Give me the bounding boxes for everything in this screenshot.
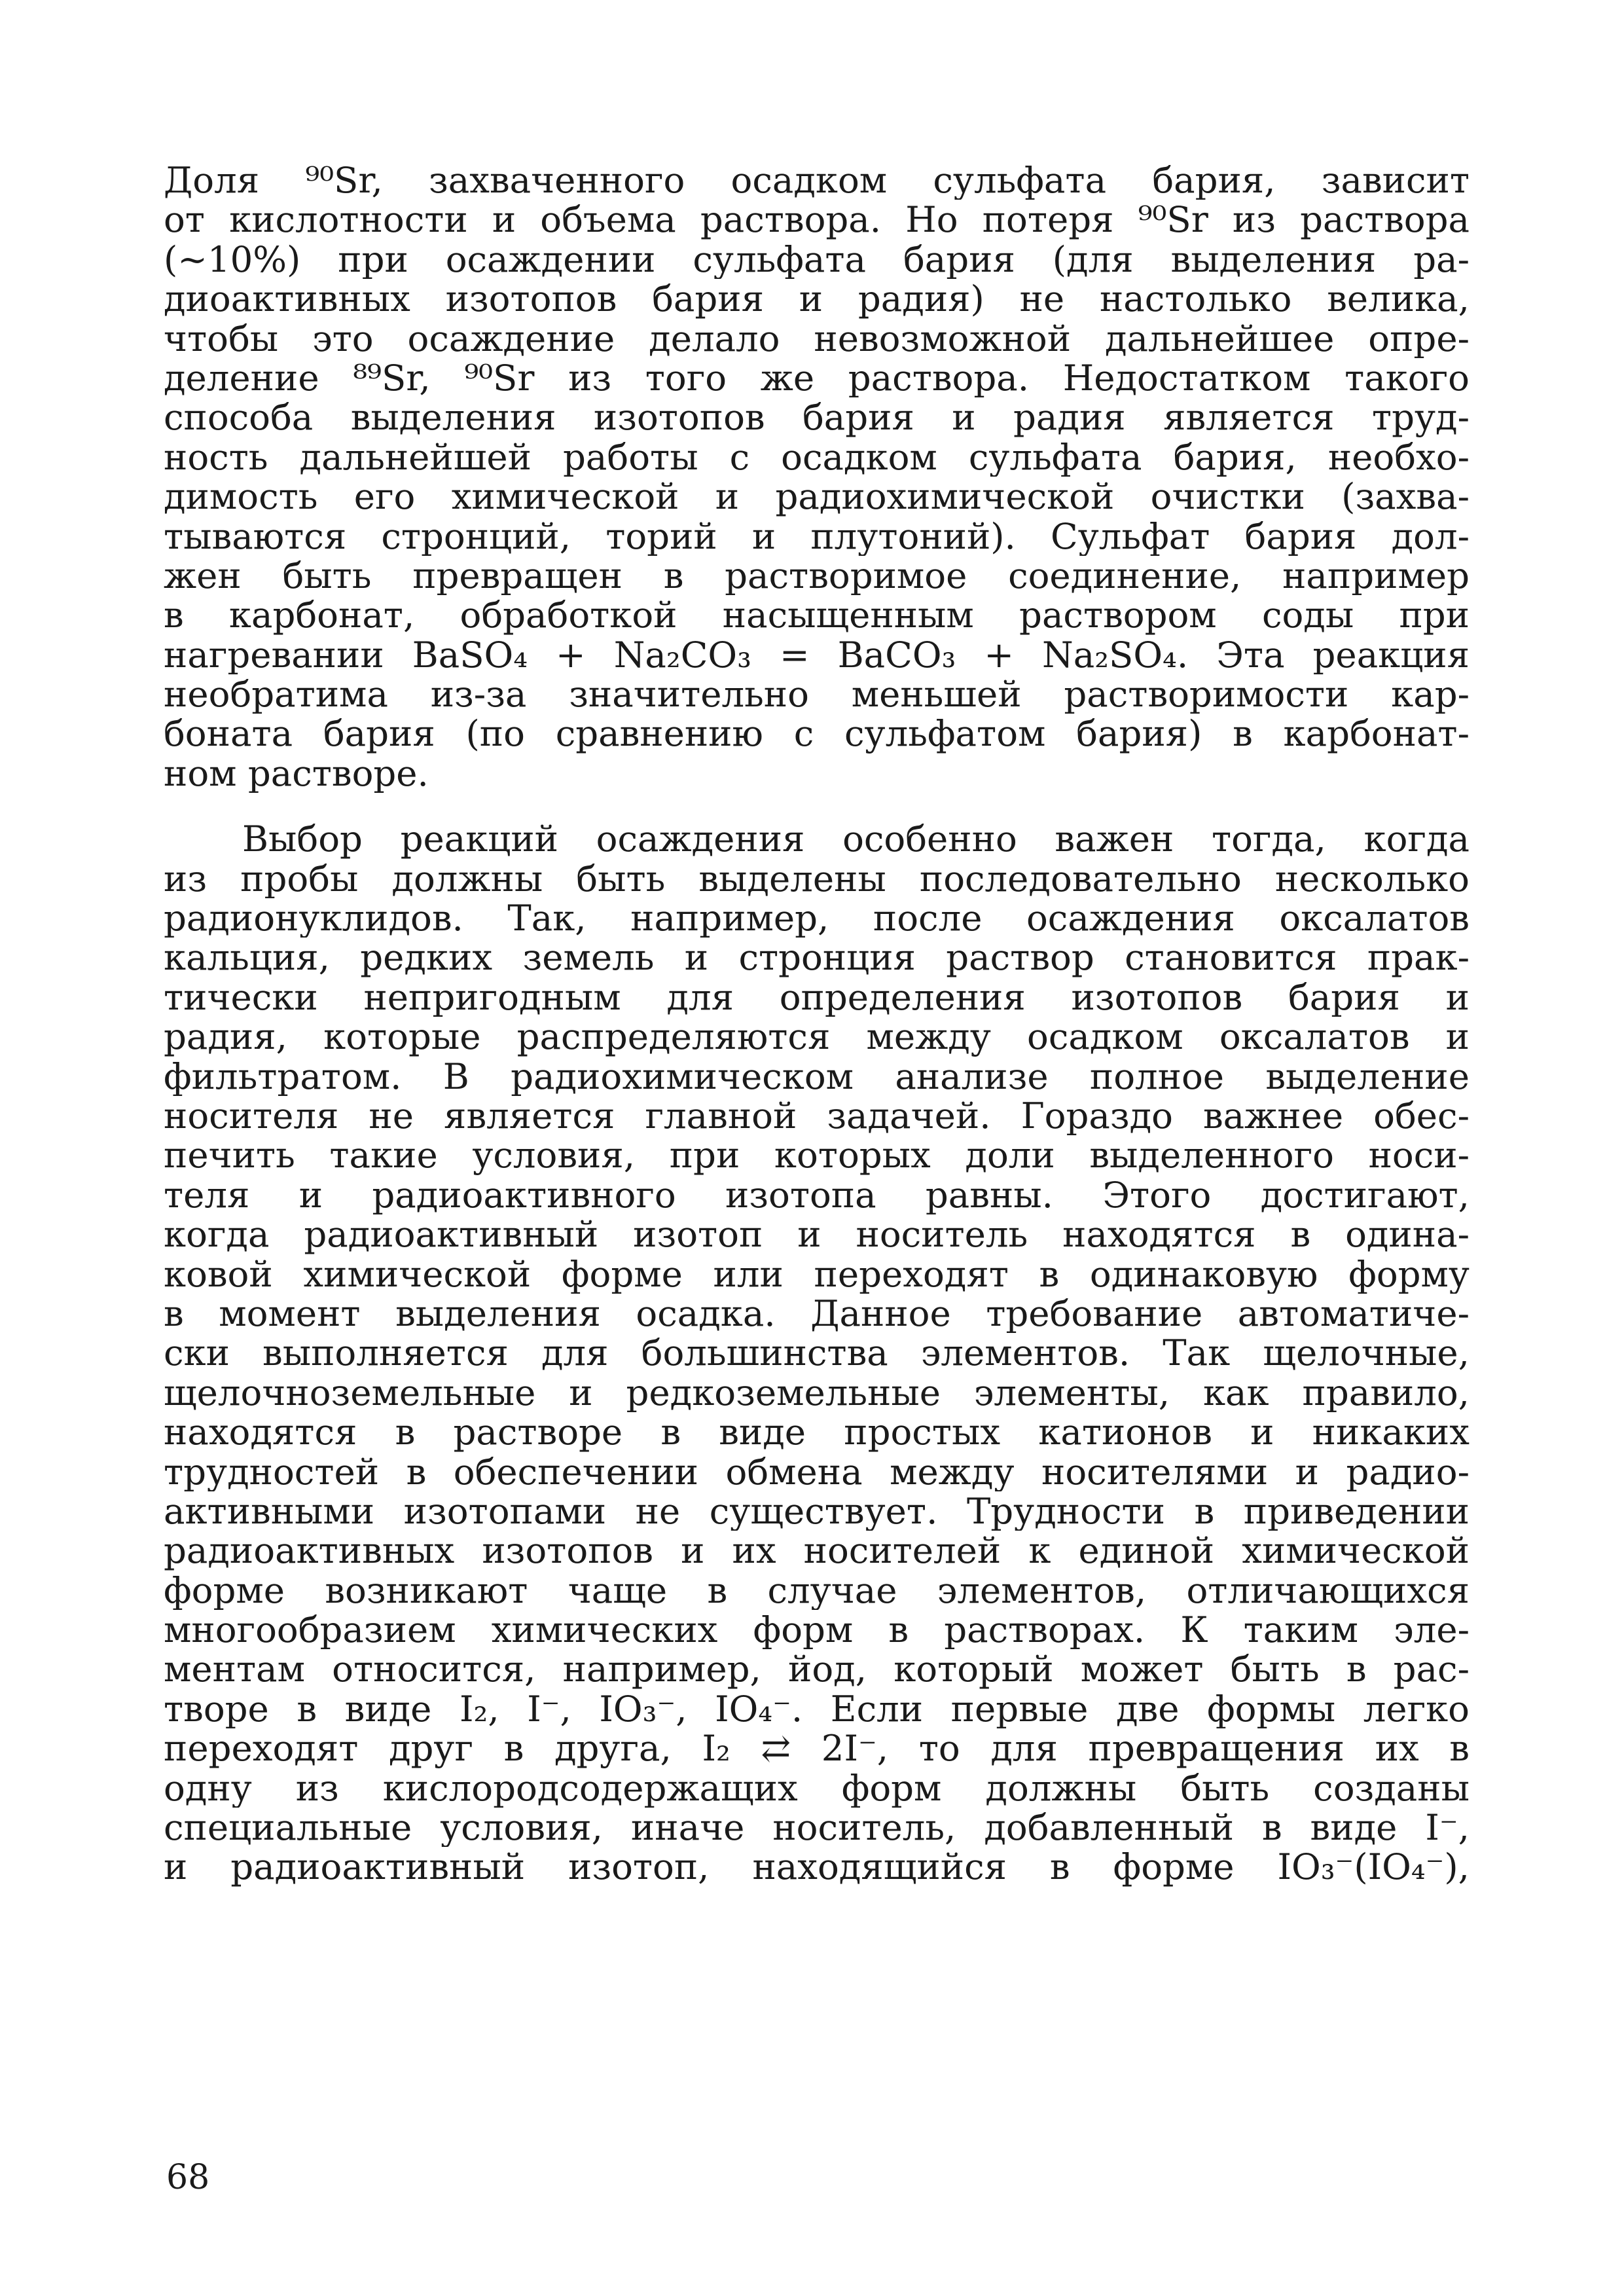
text-line: активными изотопами не существует. Трудности в приведении (164, 1491, 1470, 1531)
text-line: теля и радиоактивного изотопа равны. Этого достигают, (164, 1175, 1470, 1215)
text-line: необратима из-за значительно меньшей растворимости кар- (164, 674, 1470, 714)
text-line: Выбор реакций осаждения особенно важен тогда, когда (242, 819, 1470, 859)
text-line: специальные условия, иначе носитель, добавленный в виде I⁻, (164, 1808, 1470, 1848)
text-line: жен быть превращен в растворимое соединение, например (164, 555, 1470, 596)
text-line: тываются стронций, торий и плутоний). Сульфат бария дол- (164, 516, 1470, 556)
text-line: (~10%) при осаждении сульфата бария (для выделения ра- (164, 239, 1470, 280)
text-line: щелочноземельные и редкоземельные элементы, как правило, (164, 1372, 1470, 1413)
page-number: 68 (166, 2158, 210, 2197)
text-line: многообразием химических форм в растворах. К таким эле- (164, 1610, 1470, 1650)
text-line: находятся в растворе в виде простых катионов и никаких (164, 1412, 1470, 1452)
text-line: ность дальнейшей работы с осадком сульфата бария, необхо- (164, 437, 1470, 477)
text-line: когда радиоактивный изотоп и носитель находятся в одина- (164, 1214, 1470, 1254)
text-line: в карбонат, обработкой насыщенным раствором соды при (164, 595, 1470, 635)
text-line: ковой химической форме или переходят в одинаковую форму (164, 1254, 1470, 1294)
text-line: тически непригодным для определения изотопов бария и (164, 977, 1470, 1017)
text-line: носителя не является главной задачей. Гораздо важнее обес- (164, 1095, 1470, 1136)
text-line: и радиоактивный изотоп, находящийся в форме IO₃⁻(IO₄⁻), (164, 1847, 1470, 1887)
text-line: радия, которые распределяются между осадком оксалатов и (164, 1017, 1470, 1057)
text-line: в момент выделения осадка. Данное требование автоматиче- (164, 1293, 1470, 1334)
text-line: способа выделения изотопов бария и радия является труд- (164, 397, 1470, 437)
text-line: трудностей в обеспечении обмена между носителями и радио- (164, 1451, 1470, 1491)
text-line: от кислотности и объема раствора. Но потеря ⁹⁰Sr из раствора (164, 200, 1470, 240)
text-line: радиоактивных изотопов и их носителей к единой химической (164, 1531, 1470, 1571)
text-line: фильтратом. В радиохимическом анализе полное выделение (164, 1056, 1470, 1096)
text-line: боната бария (по сравнению с сульфатом бария) в карбонат- (164, 714, 1470, 754)
paragraph-gap (164, 793, 1470, 819)
text-line: радионуклидов. Так, например, после осаждения оксалатов (164, 898, 1470, 938)
text-line: из пробы должны быть выделены последовательно несколько (164, 858, 1470, 899)
text-line: нагревании BaSO₄ + Na₂CO₃ = BaCO₃ + Na₂SO₄. Эта реакция (164, 634, 1470, 675)
text-line: ски выполняется для большинства элементов. Так щелочные, (164, 1333, 1470, 1373)
text-line: диоактивных изотопов бария и радия) не настолько велика, (164, 279, 1470, 319)
text-line: Доля ⁹⁰Sr, захваченного осадком сульфата бария, зависит (164, 160, 1470, 200)
text-line: кальция, редких земель и стронция раствор становится прак- (164, 938, 1470, 977)
text-line: печить такие условия, при которых доли выделенного носи- (164, 1135, 1470, 1175)
text-line: одну из кислородсодержащих форм должны быть созданы (164, 1768, 1470, 1808)
text-line: ном растворе. (164, 753, 429, 793)
text-line: форме возникают чаще в случае элементов, отличающихся (164, 1570, 1470, 1611)
text-line: деление ⁸⁹Sr, ⁹⁰Sr из того же раствора. Недостатком такого (164, 357, 1470, 398)
text-line: творе в виде I₂, I⁻, IO₃⁻, IO₄⁻. Если первые две формы легко (164, 1688, 1470, 1729)
body-text (164, 160, 1470, 1887)
text-line: переходят друг в друга, I₂ ⇄ 2I⁻, то для превращения их в (164, 1728, 1470, 1768)
text-line: димость его химической и радиохимической очистки (захва- (164, 477, 1470, 517)
text-line: чтобы это осаждение делало невозможной дальнейшее опре- (164, 318, 1470, 358)
text-line: ментам относится, например, йод, который может быть в рас- (164, 1649, 1470, 1689)
